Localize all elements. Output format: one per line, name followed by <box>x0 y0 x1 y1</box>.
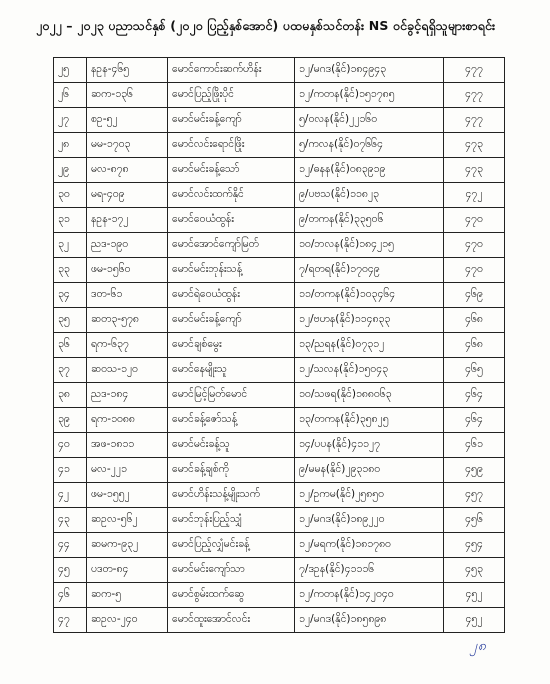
nrc-number-cell: ၁၂/ဥကမ(နိုင်)၂၅၈၅၀ <box>295 483 444 508</box>
student-name-cell: မောင်ခန့်ချစ်ကို <box>168 458 295 483</box>
nrc-number-cell: ၁၂/ကတန(နိုင်)၁၄၂၀၄၀ <box>295 583 444 608</box>
table-row <box>54 283 505 308</box>
student-name-cell: မောင်မင်းဘုန်းသန့် <box>168 258 295 283</box>
total-marks-cell: ၄၆၉ <box>444 283 505 308</box>
nrc-number-cell: ၇/ရတရ(နိုင်)၁၇၀၄၉ <box>295 258 444 283</box>
student-name-cell: မောင်ရဲဝေယံထွန်း <box>168 283 295 308</box>
nrc-number-cell: ၁၄/ပပန(နိုင်)၄၁၁၂၇ <box>295 433 444 458</box>
student-name-cell: မောင်မင်းကျော်သာ <box>168 558 295 583</box>
row-number-cell: ၃၄ <box>54 283 87 308</box>
table-row <box>54 383 505 408</box>
row-number-cell: ၄၃ <box>54 508 87 533</box>
roll-number-cell: ဆက-၁၃၆ <box>87 83 168 108</box>
roll-number-cell: နဥန-၁၇၂ <box>87 208 168 233</box>
roll-number-cell: မမ-၁၇၀၃ <box>87 133 168 158</box>
row-number-cell: ၄၄ <box>54 533 87 558</box>
total-marks-cell: ၄၅၆ <box>444 508 505 533</box>
student-name-cell: မောင်မြင့်မြတ်မောင် <box>168 383 295 408</box>
student-name-cell: မောင်ပြည့်ဖြိုးပိုင် <box>168 83 295 108</box>
page-number: ၂၈ <box>470 638 487 654</box>
student-name-cell: မောင်ဟိန်းသန့်မျိုးသက် <box>168 483 295 508</box>
total-marks-cell: ၄၆၄ <box>444 408 505 433</box>
roll-number-cell: မရ-၄၀၉ <box>87 183 168 208</box>
row-number-cell: ၃၅ <box>54 308 87 333</box>
table-row <box>54 308 505 333</box>
row-number-cell: ၃၆ <box>54 333 87 358</box>
total-marks-cell: ၄၆၅ <box>444 358 505 383</box>
nrc-number-cell: ၁၂/မဂဒ(နိုင်)၁၈၉၂၂၀ <box>295 508 444 533</box>
table-row <box>54 108 505 133</box>
total-marks-cell: ၄၆၈ <box>444 308 505 333</box>
table-row <box>54 158 505 183</box>
row-number-cell: ၃၀ <box>54 183 87 208</box>
student-name-cell: မောင်မင်းခန့်သူ <box>168 433 295 458</box>
nrc-number-cell: ၁၃/တကန(နိုင်)၃၅၈၂၅ <box>295 408 444 433</box>
student-name-cell: မောင်ကောင်းဆက်ဟိန်း <box>168 58 295 83</box>
roll-number-cell: အဖ-၁၈၁၁ <box>87 433 168 458</box>
row-number-cell: ၃၂ <box>54 233 87 258</box>
row-number-cell: ၄၁ <box>54 458 87 483</box>
table-row <box>54 483 505 508</box>
student-name-cell: မောင်ဘုန်းပြည့်သျှံ <box>168 508 295 533</box>
roll-number-cell: မလ-၂၂၁ <box>87 458 168 483</box>
table-row <box>54 233 505 258</box>
table-row <box>54 558 505 583</box>
total-marks-cell: ၄၅၄ <box>444 533 505 558</box>
student-name-cell: မောင်မင်းခန့်ကျော် <box>168 308 295 333</box>
table-row <box>54 333 505 358</box>
row-number-cell: ၂၈ <box>54 133 87 158</box>
row-number-cell: ၃၃ <box>54 258 87 283</box>
roll-number-cell: ဆမက-၉၃၂ <box>87 533 168 558</box>
table-row <box>54 133 505 158</box>
nrc-number-cell: ၁၃/ညရန(နိုင်)၀၇၃၁၂ <box>295 333 444 358</box>
page-title: ၂၀၂၂ – ၂၀၂၃ ပညာသင်နှစ် (၂၀၂၀ ပြည့်နှစ်အောင်) ပထမနှစ်သင်တန်း NS ဝင်ခွင့်ရရှိသူများစာရင်း <box>36 18 496 33</box>
nrc-number-cell: ၉/တကန(နိုင်)၃၃၅၀၆ <box>295 208 444 233</box>
roll-number-cell: ညဒ-၁၈၄ <box>87 383 168 408</box>
table-row <box>54 608 505 633</box>
roll-number-cell: ညဒ-၁၉၀ <box>87 233 168 258</box>
student-name-cell: မောင်ထူးအောင်လင်း <box>168 608 295 633</box>
row-number-cell: ၄၆ <box>54 583 87 608</box>
total-marks-cell: ၄၇၃ <box>444 133 505 158</box>
nrc-number-cell: ၁၂/ကတန(နိုင်)၁၅၁၇၈၅ <box>295 83 444 108</box>
nrc-number-cell: ၁၂/မဂဒ(နိုင်)၁၈၅၈၉၈ <box>295 608 444 633</box>
nrc-number-cell: ၁၁/တကန(နိုင်)၁၀၃၄၆၄ <box>295 283 444 308</box>
total-marks-cell: ၄၅၇ <box>444 483 505 508</box>
admission-list-body <box>54 58 505 633</box>
roll-number-cell: ဒတ-၆၁ <box>87 283 168 308</box>
admission-list-table <box>53 57 505 633</box>
roll-number-cell: ပဒတ-၈၄ <box>87 558 168 583</box>
roll-number-cell: ဖမ-၁၅၆၀ <box>87 258 168 283</box>
roll-number-cell: ဆက-၅ <box>87 583 168 608</box>
roll-number-cell: ရက-၆၃၇ <box>87 333 168 358</box>
table-row <box>54 433 505 458</box>
table-row <box>54 458 505 483</box>
roll-number-cell: ဖမ-၁၅၅၂ <box>87 483 168 508</box>
student-name-cell: မောင်ပြည့်လျှံမင်းခန့် <box>168 533 295 558</box>
table-row <box>54 208 505 233</box>
student-name-cell: မောင်နေမျိုးသူ <box>168 358 295 383</box>
student-name-cell: မောင်ဝေယံထွန်း <box>168 208 295 233</box>
total-marks-cell: ၄၇၀ <box>444 258 505 283</box>
roll-number-cell: ဆဝသ-၁၂၀ <box>87 358 168 383</box>
row-number-cell: ၂၆ <box>54 83 87 108</box>
row-number-cell: ၄၀ <box>54 433 87 458</box>
table-row <box>54 358 505 383</box>
roll-number-cell: စဥ-၅၂ <box>87 108 168 133</box>
total-marks-cell: ၄၇၇ <box>444 83 505 108</box>
nrc-number-cell: ၇/ဒဥန(နိုင်)၄၁၁၁၆ <box>295 558 444 583</box>
table-row <box>54 83 505 108</box>
nrc-number-cell: ၁၂/မရက(နိုင်)၁၈၁၇၈၀ <box>295 533 444 558</box>
table-row <box>54 58 505 83</box>
student-name-cell: မောင်စွမ်းထက်ဆွေ <box>168 583 295 608</box>
roll-number-cell: ရက-၁၀၈၈ <box>87 408 168 433</box>
roll-number-cell: မလ-၈၇၈ <box>87 158 168 183</box>
nrc-number-cell: ၁၂/သလန(နိုင်)၁၅၀၄၃ <box>295 358 444 383</box>
roll-number-cell: ဆဥလ-၂၄၀ <box>87 608 168 633</box>
total-marks-cell: ၄၆၁ <box>444 433 505 458</box>
nrc-number-cell: ၉/ပဗသ(နိုင်)၁၁၈၂၃ <box>295 183 444 208</box>
row-number-cell: ၂၉ <box>54 158 87 183</box>
student-name-cell: မောင်မင်းခန့်သော် <box>168 158 295 183</box>
table-row <box>54 583 505 608</box>
nrc-number-cell: ၁၂/မဂဒ(နိုင်)၁၈၄၉၄၃ <box>295 58 444 83</box>
nrc-number-cell: ၅/ဝလန(နိုင်)၂၂၁၆၀ <box>295 108 444 133</box>
student-name-cell: မောင်အောင်ကျော်မြတ် <box>168 233 295 258</box>
nrc-number-cell: ၁၀/ဘလန(နိုင်)၁၈၄၂၁၅ <box>295 233 444 258</box>
total-marks-cell: ၄၅၉ <box>444 458 505 483</box>
total-marks-cell: ၄၇၃ <box>444 158 505 183</box>
total-marks-cell: ၄၇၇ <box>444 108 505 133</box>
total-marks-cell: ၄၇၇ <box>444 58 505 83</box>
total-marks-cell: ၄၆၈ <box>444 333 505 358</box>
row-number-cell: ၄၂ <box>54 483 87 508</box>
total-marks-cell: ၄၆၄ <box>444 383 505 408</box>
total-marks-cell: ၄၇၂ <box>444 183 505 208</box>
nrc-number-cell: ၁၀/သဖရ(နိုင်)၁၈၈၀၆၃ <box>295 383 444 408</box>
student-name-cell: မောင်မင်းခန့်ကျော် <box>168 108 295 133</box>
row-number-cell: ၄၅ <box>54 558 87 583</box>
total-marks-cell: ၄၅၂ <box>444 608 505 633</box>
row-number-cell: ၂၅ <box>54 58 87 83</box>
table-row <box>54 258 505 283</box>
total-marks-cell: ၄၇၀ <box>444 233 505 258</box>
row-number-cell: ၃၈ <box>54 383 87 408</box>
total-marks-cell: ၄၇၀ <box>444 208 505 233</box>
nrc-number-cell: ၁၂/ဗဟန(နိုင်)၁၁၄၈၃၃ <box>295 308 444 333</box>
student-name-cell: မောင်လင်းရောင်ဖြိုး <box>168 133 295 158</box>
row-number-cell: ၃၇ <box>54 358 87 383</box>
total-marks-cell: ၄၅၃ <box>444 558 505 583</box>
row-number-cell: ၃၉ <box>54 408 87 433</box>
table-row <box>54 183 505 208</box>
table-row <box>54 508 505 533</box>
roll-number-cell: ဆတ၃-၅၇၈ <box>87 308 168 333</box>
table-row <box>54 408 505 433</box>
row-number-cell: ၄၇ <box>54 608 87 633</box>
student-name-cell: မောင်ချစ်မွေး <box>168 333 295 358</box>
student-name-cell: မောင်လင်းထက်နိုင် <box>168 183 295 208</box>
table-row <box>54 533 505 558</box>
nrc-number-cell: ၅/ကလန(နိုင်)၀၇၆၆၄ <box>295 133 444 158</box>
nrc-number-cell: ၁၂/ဓနန(နိုင်)၀၈၃၉၁၉ <box>295 158 444 183</box>
roll-number-cell: ဆဥလ-၅၆၂ <box>87 508 168 533</box>
roll-number-cell: နဥန-၄၆၅ <box>87 58 168 83</box>
total-marks-cell: ၄၅၂ <box>444 583 505 608</box>
student-name-cell: မောင်ခန့်ဇော်သန့် <box>168 408 295 433</box>
row-number-cell: ၃၁ <box>54 208 87 233</box>
nrc-number-cell: ၉/မမန(နိုင်)၂၉၃၁၈၀ <box>295 458 444 483</box>
row-number-cell: ၂၇ <box>54 108 87 133</box>
